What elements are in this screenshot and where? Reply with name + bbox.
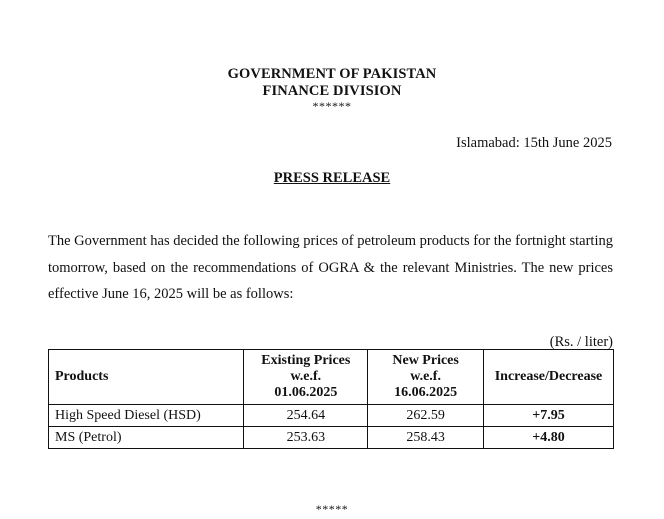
header-new-line2: w.e.f. [410,369,441,384]
header-existing-line2: w.e.f. [290,369,322,384]
product-cell: MS (Petrol) [49,427,244,449]
header-stars: ****** [312,99,352,113]
change-cell: +7.95 [484,405,614,427]
division-title: FINANCE DIVISION [262,83,402,99]
table-header-row [49,350,614,405]
header-new-prices [368,350,484,405]
existing-price-cell: 253.63 [244,427,368,449]
page-title: PRESS RELEASE [273,170,391,186]
header-existing-prices [244,350,368,405]
product-cell: High Speed Diesel (HSD) [49,405,244,427]
letterhead [0,66,664,112]
body-paragraph: The Government has decided the following prices of petroleum products for the fortnight starting tomorrow, based on the recommendations of OGRA & the relevant Ministries. The new prices effective June 16, 2025 will be as follows: [48,233,613,302]
table-row [49,427,614,449]
new-price-cell: 258.43 [368,427,484,449]
header-increase-decrease: Increase/Decrease [484,350,614,405]
existing-price-cell: 254.64 [244,405,368,427]
header-new-line3: 16.06.2025 [394,385,458,400]
header-existing-line3: 01.06.2025 [274,385,338,400]
header-products: Products [49,350,244,405]
header-new-line1: New Prices [392,353,459,368]
unit-label: (Rs. / liter) [549,334,613,350]
government-title: GOVERNMENT OF PAKISTAN [227,66,437,82]
header-existing-line1: Existing Prices [261,353,351,368]
dateline: Islamabad: 15th June 2025 [456,135,612,151]
footer-stars: ***** [315,502,349,516]
change-cell: +4.80 [484,427,614,449]
new-price-cell: 262.59 [368,405,484,427]
price-table [48,349,614,449]
table-row [49,405,614,427]
